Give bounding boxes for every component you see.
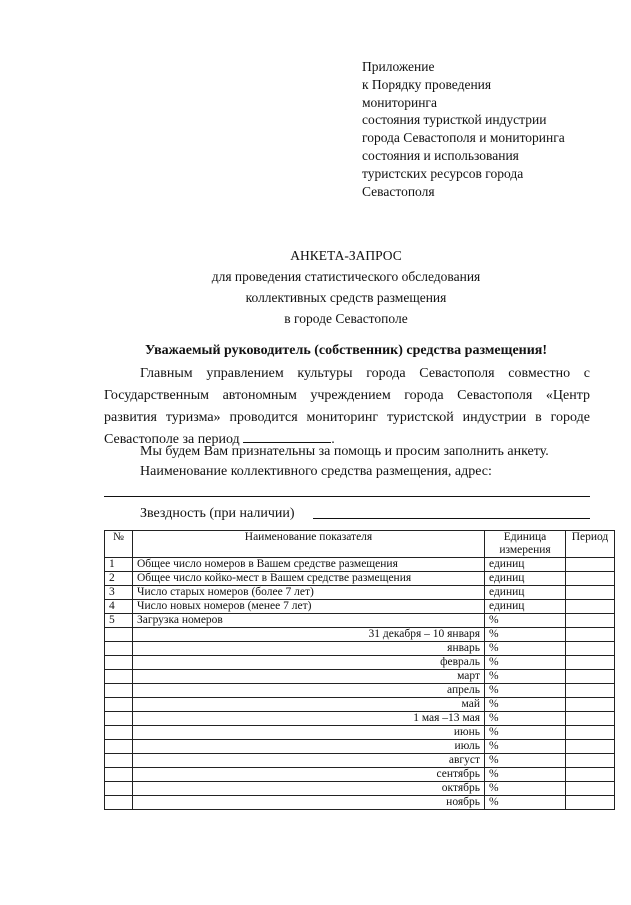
table-row [105, 656, 615, 670]
appendix-line: мониторинга [362, 94, 437, 110]
table-body [105, 558, 615, 810]
table-row [105, 796, 615, 810]
greeting: Уважаемый руководитель (собственник) средства размещения! [144, 343, 548, 358]
appendix-line: города Севастополя и мониторинга [362, 130, 565, 146]
row-unit-cell: % [485, 698, 566, 712]
table-row [105, 642, 615, 656]
row-name-cell: август [133, 754, 485, 768]
row-name-cell: январь [133, 642, 485, 656]
row-no-cell: 5 [105, 614, 133, 628]
table-row [105, 628, 615, 642]
row-name-cell: июль [133, 740, 485, 754]
appendix-line: туристских ресурсов города [362, 165, 524, 181]
row-name-cell: сентябрь [133, 768, 485, 782]
row-unit-cell: % [485, 656, 566, 670]
row-unit-cell: % [485, 628, 566, 642]
title-line: коллективных средств размещения [245, 290, 447, 305]
appendix-line: состояния и использования [362, 147, 519, 163]
row-period-cell[interactable] [566, 656, 615, 670]
table-row [105, 600, 615, 614]
intro-text: Главным управлением культуры города Севастополя совместно с Государственным автономным учреждением города Севастополя «Центр развития туризма» проводится мониторинг туристской индустрии в городе Севастополе за период [104, 366, 590, 447]
row-unit-cell: единиц [485, 558, 566, 572]
row-no-cell [105, 726, 133, 740]
row-period-cell[interactable] [566, 586, 615, 600]
title-heading: АНКЕТА-ЗАПРОС [290, 248, 402, 263]
intro-paragraph [104, 363, 590, 451]
row-unit-cell: единиц [485, 600, 566, 614]
row-name-cell: Число старых номеров (более 7 лет) [133, 586, 485, 600]
row-name-cell: май [133, 698, 485, 712]
row-unit-cell: % [485, 684, 566, 698]
table-row [105, 586, 615, 600]
row-no-cell: 2 [105, 572, 133, 586]
row-period-cell[interactable] [566, 796, 615, 810]
row-unit-cell: % [485, 768, 566, 782]
row-period-cell[interactable] [566, 628, 615, 642]
header-unit-line2: измерения [499, 544, 551, 556]
table-row [105, 782, 615, 796]
row-name-cell: 31 декабря – 10 января [133, 628, 485, 642]
row-name-cell: Общее число койко-мест в Вашем средстве размещения [133, 572, 485, 586]
title-line: в городе Севастополе [284, 311, 408, 326]
row-name-cell: 1 мая –13 мая [133, 712, 485, 726]
row-name-cell: март [133, 670, 485, 684]
row-unit-cell: % [485, 740, 566, 754]
row-no-cell [105, 768, 133, 782]
row-period-cell[interactable] [566, 572, 615, 586]
row-period-cell[interactable] [566, 740, 615, 754]
row-no-cell [105, 712, 133, 726]
header-unit [485, 531, 566, 558]
row-period-cell[interactable] [566, 698, 615, 712]
row-name-cell: июнь [133, 726, 485, 740]
row-period-cell[interactable] [566, 642, 615, 656]
appendix-line: Приложение [362, 59, 435, 74]
row-no-cell [105, 670, 133, 684]
appendix-line: Севастополя [362, 183, 435, 199]
header-unit-line1: Единица [503, 531, 547, 543]
row-unit-cell: % [485, 614, 566, 628]
row-unit-cell: % [485, 782, 566, 796]
table-row [105, 698, 615, 712]
indicators-table [104, 530, 615, 810]
table-header-row [105, 531, 615, 558]
row-name-cell: февраль [133, 656, 485, 670]
row-unit-cell: единиц [485, 586, 566, 600]
name-blank-line[interactable] [104, 496, 590, 497]
stars-prompt: Звездность (при наличии) [140, 506, 295, 521]
row-no-cell [105, 782, 133, 796]
row-no-cell [105, 656, 133, 670]
row-period-cell[interactable] [566, 600, 615, 614]
period-blank[interactable] [243, 430, 331, 443]
header-no: № [105, 531, 133, 558]
document-title [0, 245, 631, 329]
row-period-cell[interactable] [566, 782, 615, 796]
row-period-cell[interactable] [566, 558, 615, 572]
appendix-line: состояния туристкой индустрии [362, 112, 547, 128]
row-unit-cell: % [485, 726, 566, 740]
row-name-cell: Общее число номеров в Вашем средстве размещения [133, 558, 485, 572]
row-no-cell: 4 [105, 600, 133, 614]
header-period: Период [566, 531, 615, 558]
row-name-cell: Загрузка номеров [133, 614, 485, 628]
table-row [105, 684, 615, 698]
intro-end: . [331, 432, 335, 447]
row-name-cell: октябрь [133, 782, 485, 796]
stars-blank-line[interactable] [313, 518, 590, 519]
table-row [105, 740, 615, 754]
row-period-cell[interactable] [566, 684, 615, 698]
row-unit-cell: % [485, 642, 566, 656]
row-no-cell [105, 754, 133, 768]
row-period-cell[interactable] [566, 768, 615, 782]
row-no-cell [105, 698, 133, 712]
row-no-cell [105, 740, 133, 754]
header-name: Наименование показателя [133, 531, 485, 558]
row-unit-cell: % [485, 670, 566, 684]
row-unit-cell: % [485, 712, 566, 726]
name-prompt: Наименование коллективного средства размещения, адрес: [140, 464, 492, 479]
row-no-cell [105, 628, 133, 642]
row-no-cell: 1 [105, 558, 133, 572]
table-row [105, 754, 615, 768]
thanks-text: Мы будем Вам признательны за помощь и просим заполнить анкету. [140, 444, 549, 459]
table-row [105, 768, 615, 782]
row-no-cell [105, 642, 133, 656]
table-row [105, 670, 615, 684]
row-unit-cell: % [485, 796, 566, 810]
row-no-cell: 3 [105, 586, 133, 600]
row-name-cell: Число новых номеров (менее 7 лет) [133, 600, 485, 614]
row-period-cell[interactable] [566, 670, 615, 684]
row-unit-cell: % [485, 754, 566, 768]
row-period-cell[interactable] [566, 614, 615, 628]
table-row [105, 614, 615, 628]
table-row [105, 572, 615, 586]
row-period-cell[interactable] [566, 712, 615, 726]
row-name-cell: ноябрь [133, 796, 485, 810]
table-row [105, 726, 615, 740]
row-unit-cell: единиц [485, 572, 566, 586]
table-row [105, 712, 615, 726]
row-period-cell[interactable] [566, 726, 615, 740]
row-no-cell [105, 796, 133, 810]
table-row [105, 558, 615, 572]
title-line: для проведения статистического обследования [211, 269, 481, 284]
row-name-cell: апрель [133, 684, 485, 698]
row-period-cell[interactable] [566, 754, 615, 768]
appendix-line: к Порядку проведения [362, 76, 492, 92]
appendix-block [362, 58, 565, 200]
row-no-cell [105, 684, 133, 698]
